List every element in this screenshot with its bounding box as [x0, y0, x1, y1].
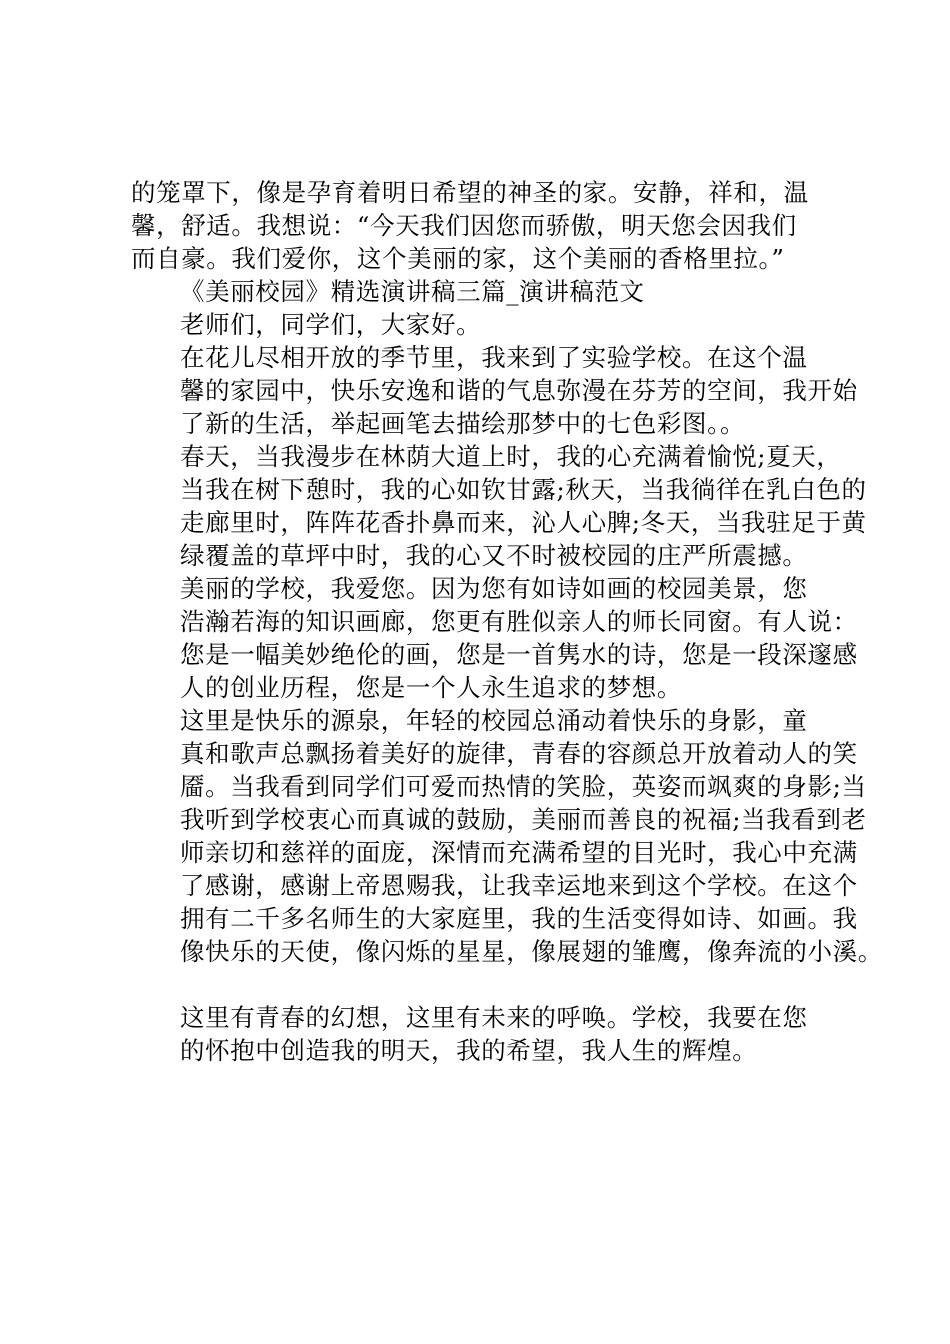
paragraph-2	[131, 440, 867, 572]
text-line: 老师们，同学们，大家好。	[180, 310, 482, 339]
text-line: 《美丽校园》精选演讲稿三篇_演讲稿范文	[180, 277, 645, 306]
text-line: 当我在树下憩时，我的心如钦甘露;秋天，当我徜徉在乳白色的	[180, 475, 867, 504]
text-line: 人的创业历程，您是一个人永生追求的梦想。	[180, 673, 682, 702]
text-line: 了感谢，感谢上帝恩赐我，让我幸运地来到这个学校。在这个	[180, 871, 858, 900]
text-line: 绿覆盖的草坪中时，我的心又不时被校园的庄严所震撼。	[180, 541, 808, 570]
text-line: 在花儿尽相开放的季节里，我来到了实验学校。在这个温	[180, 343, 808, 372]
text-line: 真和歌声总飘扬着美好的旋律，青春的容颜总开放着动人的笑	[180, 739, 858, 768]
text-line: 这里是快乐的源泉，年轻的校园总涌动着快乐的身影，童	[180, 706, 808, 735]
text-line: 馨的家园中，快乐安逸和谐的气息弥漫在芬芳的空间，我开始	[180, 376, 858, 405]
text-line: 走廊里时，阵阵花香扑鼻而来，沁人心脾;冬天，当我驻足于黄	[180, 508, 867, 537]
paragraph-4	[131, 704, 883, 968]
text-line: 而自豪。我们爱你，这个美丽的家，这个美丽的香格里拉。”	[131, 244, 785, 273]
text-line: 美丽的学校，我爱您。因为您有如诗如画的校园美景，您	[180, 574, 808, 603]
text-line: 师亲切和慈祥的面庞，深情而充满希望的目光时，我心中充满	[180, 838, 858, 867]
text-line: 了新的生活，举起画笔去描绘那梦中的七色彩图。。	[180, 409, 746, 438]
paragraph-intro	[131, 176, 861, 275]
text-line: 拥有二千多名师生的大家庭里，我的生活变得如诗、如画。我	[180, 904, 858, 933]
blank-line	[131, 968, 861, 1001]
document-body	[131, 176, 883, 1067]
paragraph-3	[131, 572, 861, 704]
paragraph-5	[131, 1001, 861, 1067]
text-line: 靥。当我看到同学们可爱而热情的笑脸，英姿而飒爽的身影;当	[180, 772, 867, 801]
text-line: 馨，舒适。我想说：“今天我们因您而骄傲，明天您会因我们	[131, 211, 797, 240]
text-line: 像快乐的天使，像闪烁的星星，像展翅的雏鹰，像奔流的小溪。	[180, 937, 883, 966]
text-line: 的笼罩下，像是孕育着明日希望的神圣的家。安静，祥和，温	[131, 178, 809, 207]
greeting	[131, 308, 861, 341]
text-line: 这里有青春的幻想，这里有未来的呼唤。学校，我要在您	[180, 1003, 808, 1032]
text-line: 您是一幅美妙绝伦的画，您是一首隽水的诗，您是一段深邃感	[180, 640, 858, 669]
text-line: 的怀抱中创造我的明天，我的希望，我人生的辉煌。	[180, 1036, 758, 1065]
text-line: 春天，当我漫步在林荫大道上时，我的心充满着愉悦;夏天，	[180, 442, 842, 471]
text-line: 浩瀚若海的知识画廊，您更有胜似亲人的师长同窗。有人说：	[180, 607, 858, 636]
text-line: 我听到学校衷心而真诚的鼓励，美丽而善良的祝福;当我看到老	[180, 805, 867, 834]
speech-title	[131, 275, 861, 308]
paragraph-1	[131, 341, 861, 440]
